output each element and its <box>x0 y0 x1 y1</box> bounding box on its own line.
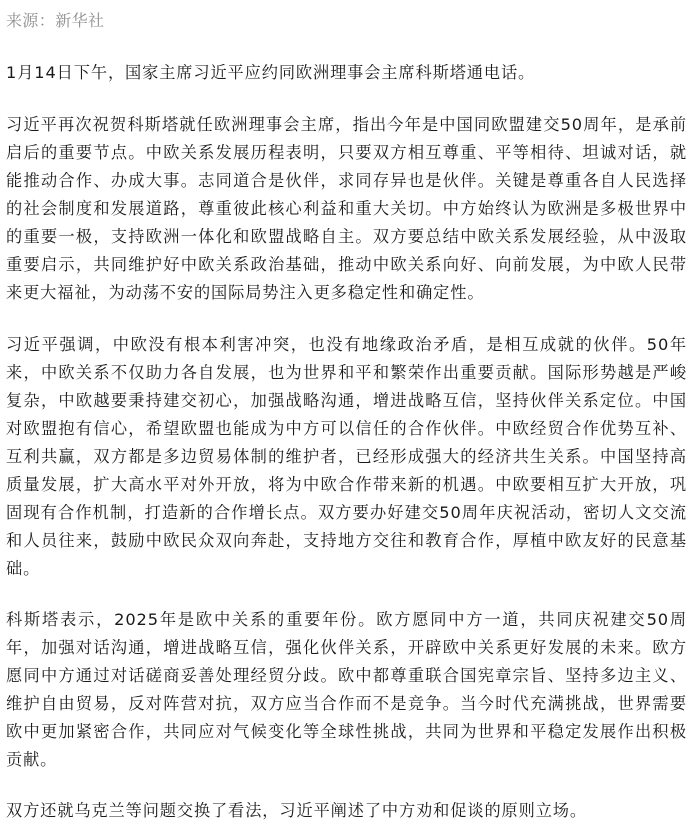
paragraph-xi-congratulates: 习近平再次祝贺科斯塔就任欧洲理事会主席，指出今年是中国同欧盟建交50周年，是承前启后的重要节点。中欧关系发展历程表明，只要双方相互尊重、平等相待、坦诚对话，就能推动合作、办成大事。志同道合是伙伴，求同存异也是伙伴。关键是尊重各自人民选择的社会制度和发展道路，尊重彼此核心利益和重大关切。中方始终认为欧洲是多极世界中的重要一极，支持欧洲一体化和欧盟战略自主。双方要总结中欧关系发展经验，从中汲取重要启示，共同维护好中欧关系政治基础，推动中欧关系向好、向前发展，为中欧人民带来更大福祉，为动荡不安的国际局势注入更多稳定性和确定性。 <box>6 115 687 302</box>
paragraph-costa-remarks: 科斯塔表示，2025年是欧中关系的重要年份。欧方愿同中方一道，共同庆祝建交50周年，加强对话沟通，增进战略互信，强化伙伴关系，开辟欧中关系更好发展的未来。欧方愿同中方通过对话磋商妥善处理经贸分歧。欧中都尊重联合国宪章宗旨、坚持多边主义、维护自由贸易，反对阵营对抗，双方应当合作而不是竞争。当今时代充满挑战，世界需要欧中更加紧密合作，共同应对气候变化等全球性挑战，共同为世界和平稳定发展作出积极贡献。 <box>6 610 687 769</box>
paragraph-ukraine-views: 双方还就乌克兰等问题交换了看法，习近平阐述了中方劝和促谈的原则立场。 <box>6 801 587 820</box>
source-line: 来源：新华社 <box>6 11 105 30</box>
paragraph-call-announcement: 1月14日下午，国家主席习近平应约同欧洲理事会主席科斯塔通电话。 <box>6 63 536 82</box>
paragraph-xi-emphasizes: 习近平强调，中欧没有根本利害冲突，也没有地缘政治矛盾，是相互成就的伙伴。50年来，中欧关系不仅助力各自发展，也为世界和平和繁荣作出重要贡献。国际形势越是严峻复杂，中欧越要秉持建交初心，加强战略沟通，增进战略互信，坚持伙伴关系定位。中国对欧盟抱有信心，希望欧盟也能成为中方可以信任的合作伙伴。中欧经贸合作优势互补、互利共赢，双方都是多边贸易体制的维护者，已经形成强大的经济共生关系。中国坚持高质量发展，扩大高水平对外开放，将为中欧合作带来新的机遇。中欧要相互扩大开放，巩固现有合作机制，打造新的合作增长点。双方要办好建交50周年庆祝活动，密切人文交流和人员往来，鼓励中欧民众双向奔赴，支持地方交往和教育合作，厚植中欧友好的民意基础。 <box>6 335 687 578</box>
